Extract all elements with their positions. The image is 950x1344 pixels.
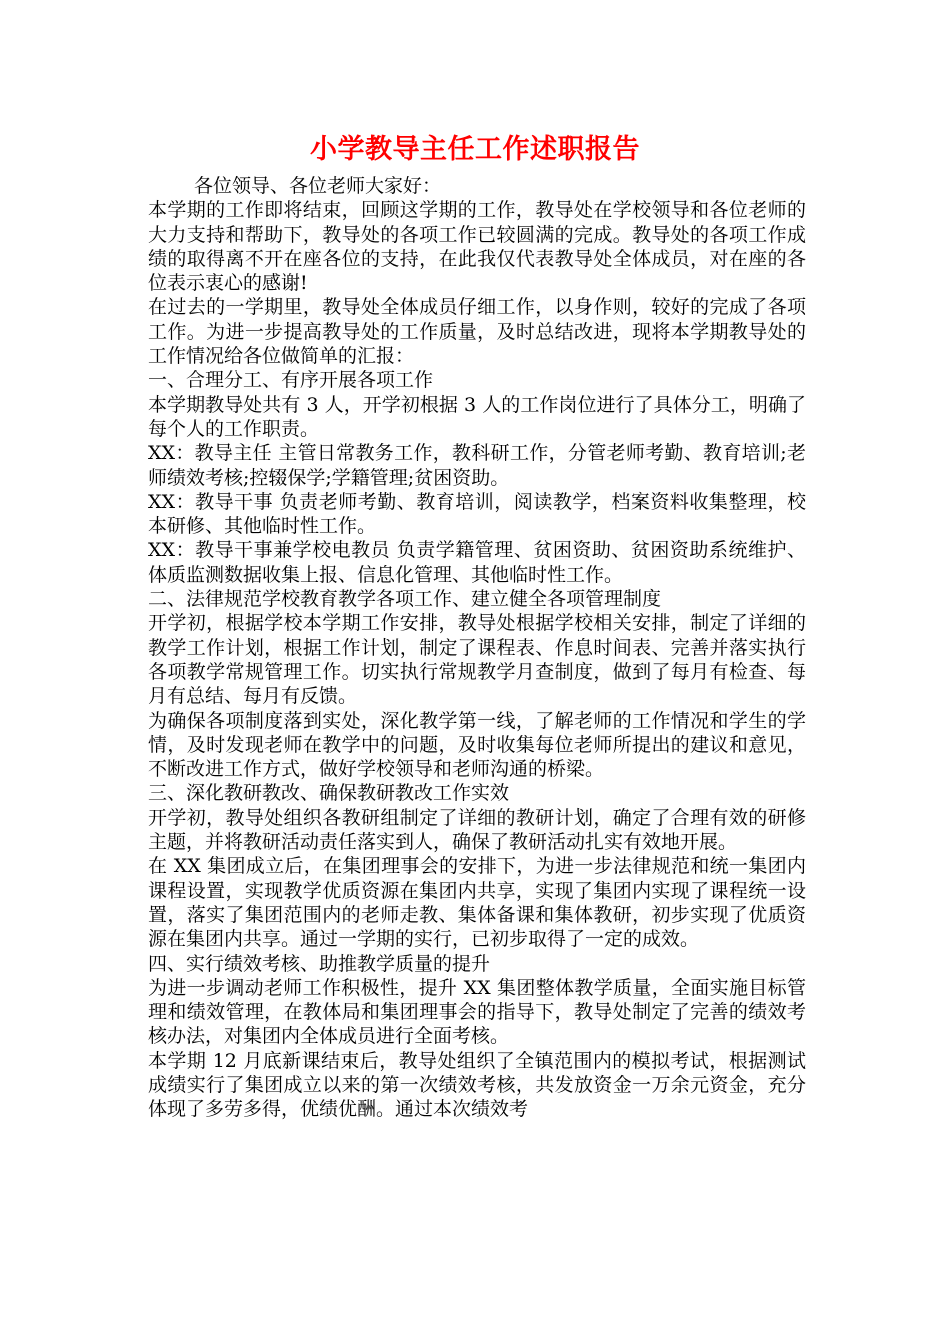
implementation-paragraph: 为确保各项制度落到实处，深化教学第一线，了解老师的工作情况和学生的学情，及时发现老师在教学中的问题，及时收集每位老师所提出的建议和意见，不断改进工作方式，做好学校领导和老师沟通的桥梁。 [148,709,806,781]
document-body [146,174,806,1122]
section-heading-2: 二、法律规范学校教育教学各项工作、建立健全各项管理制度 [148,588,662,611]
role-paragraph-director: XX：教导主任 主管日常教务工作，教科研工作，分管老师考勤、教育培训;老师绩效考核;控辍保学;学籍管理;贫困资助。 [148,442,806,489]
role-paragraph-officer: XX：教导干事 负责老师考勤、教育培训，阅读教学，档案资料收集整理，校本研修、其他临时性工作。 [148,490,806,538]
section-heading-3: 三、深化教研教改、确保教研教改工作实效 [148,782,510,805]
staff-paragraph: 本学期教导处共有 3 人，开学初根据 3 人的工作岗位进行了具体分工，明确了每个人的工作职责。 [148,393,806,440]
greeting-paragraph: 各位领导、各位老师大家好： [194,175,442,197]
overview-paragraph: 在过去的一学期里，教导处全体成员仔细工作，以身作则，较好的完成了各项工作。为进一步提高教导处的工作质量，及时总结改进，现将本学期教导处的工作情况给各位做简单的汇报： [148,296,806,368]
document-title: 小学教导主任工作述职报告 [310,134,640,165]
section-heading-4: 四、实行绩效考核、助推教学质量的提升 [148,952,491,975]
research-plan-paragraph: 开学初，教导处组织各教研组制定了详细的教研计划，确定了合理有效的研修主题，并将教研活动责任落实到人，确保了教研活动扎实有效地开展。 [148,806,806,854]
planning-paragraph: 开学初，根据学校本学期工作安排，教导处根据学校相关安排，制定了详细的教学工作计划，根据工作计划，制定了课程表、作息时间表、完善并落实执行各项教学常规管理工作。切实执行常规教学月查制度，做到了每月有检查、每月有总结、每月有反馈。 [148,612,806,708]
exam-paragraph: 本学期 12 月底新课结束后，教导处组织了全镇范围内的模拟考试，根据测试成绩实行了集团成立以来的第一次绩效考核，共发放资金一万余元资金，充分体现了多劳多得，优绩优酬。通过本次绩效考 [148,1049,806,1121]
intro-paragraph: 本学期的工作即将结束，回顾这学期的工作，教导处在学校领导和各位老师的大力支持和帮助下，教导处的各项工作已较圆满的完成。教导处的各项工作成绩的取得离不开在座各位的支持，在此我仅代表教导处全体成员，对在座的各位表示衷心的感谢! [148,199,806,295]
group-paragraph: 在 XX 集团成立后，在集团理事会的安排下，为进一步法律规范和统一集团内课程设置，实现教学优质资源在集团内共享，实现了集团内实现了课程统一设置，落实了集团范围内的老师走教、集体备课和集体教研，初步实现了优质资源在集团内共享。通过一学期的实行，已初步取得了一定的成效。 [148,855,806,951]
section-heading-1: 一、合理分工、有序开展各项工作 [148,369,434,392]
role-paragraph-officer-av: XX：教导干事兼学校电教员 负责学籍管理、贫困资助、贫困资助系统维护、体质监测数据收集上报、信息化管理、其他临时性工作。 [148,539,806,586]
performance-paragraph: 为进一步调动老师工作积极性，提升 XX 集团整体教学质量，全面实施目标管理和绩效管理，在教体局和集团理事会的指导下，教导处制定了完善的绩效考核办法，对集团内全体成员进行全面考核。 [148,976,806,1048]
